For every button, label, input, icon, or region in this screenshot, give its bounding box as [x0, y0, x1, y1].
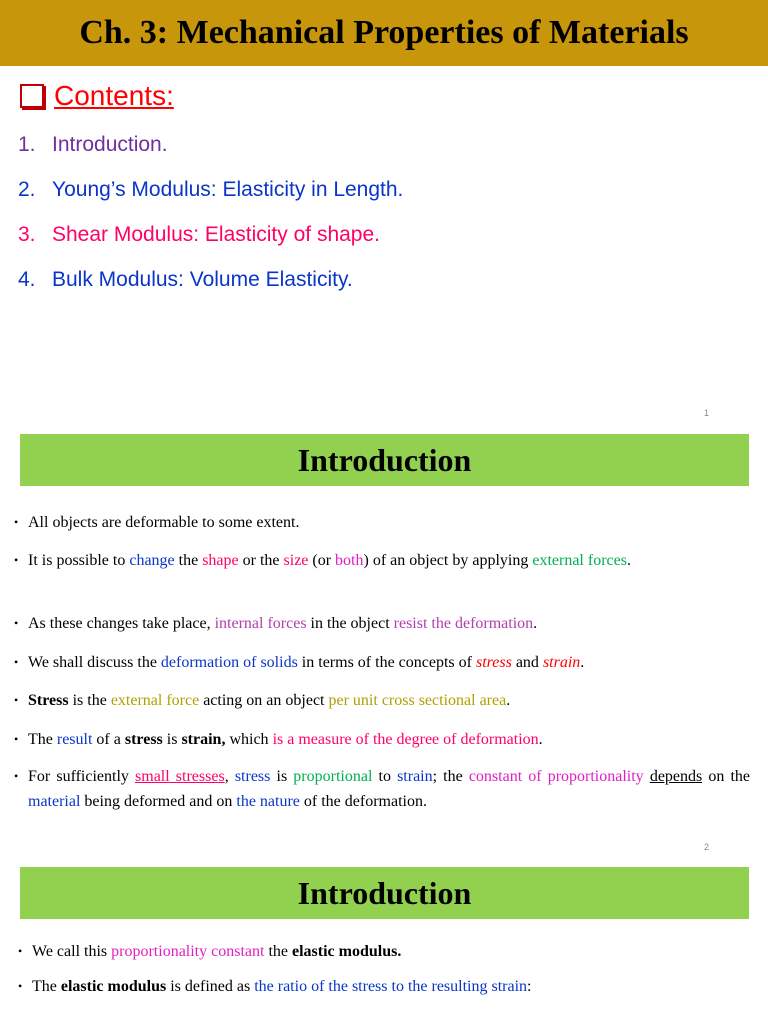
- bullet-text: As these changes take place, internal forces in the object resist the deformation.: [28, 615, 538, 632]
- slide1-title: Ch. 3: Mechanical Properties of Materials: [79, 14, 689, 51]
- toc-item-youngs-modulus: [18, 178, 403, 202]
- bullet-text: For sufficiently small stresses, stress is proportional to strain; the constant of proportionality depends on the material being deformed and on the nature of the deformation.: [28, 768, 751, 810]
- bullet-text: Stress is the external force acting on an object per unit cross sectional area.: [28, 692, 511, 709]
- contents-heading: [20, 80, 174, 112]
- bullet-dot-icon: •: [14, 655, 19, 669]
- bullet-change-shape: [14, 548, 750, 573]
- slide3-title: Introduction: [297, 874, 472, 911]
- slide1-title-bar: [0, 0, 768, 66]
- toc-item-bulk-modulus: [18, 268, 353, 292]
- bullet-stress-definition: [14, 688, 750, 713]
- bullet-text: It is possible to change the shape or the size (or both) of an object by applying external forces.: [28, 552, 631, 569]
- bullet-dot-icon: •: [18, 944, 23, 958]
- page-number: 2: [704, 842, 710, 852]
- bullet-deformable: [14, 510, 750, 535]
- bullet-text: The elastic modulus is defined as the ratio of the stress to the resulting strain:: [32, 978, 532, 995]
- toc-text: Shear Modulus: Elasticity of shape.: [52, 223, 381, 246]
- bullet-dot-icon: •: [18, 979, 23, 993]
- bullet-elastic-modulus: [18, 939, 754, 964]
- bullet-elastic-modulus-definition: [18, 974, 754, 999]
- bullet-proportionality: [14, 764, 750, 814]
- toc-text: Bulk Modulus: Volume Elasticity.: [52, 268, 353, 291]
- toc-item-shear-modulus: [18, 223, 380, 247]
- toc-text: Introduction.: [52, 133, 168, 156]
- toc-text: Young’s Modulus: Elasticity in Length.: [52, 178, 404, 201]
- bullet-dot-icon: •: [14, 769, 19, 783]
- toc-number: 3.: [18, 223, 36, 246]
- bullet-text: We shall discuss the deformation of solids in terms of the concepts of stress and strain.: [28, 654, 585, 671]
- bullet-strain-definition: [14, 727, 750, 752]
- bullet-dot-icon: •: [14, 515, 19, 529]
- bullet-text: We call this proportionality constant the elastic modulus.: [32, 943, 402, 960]
- bullet-text: The result of a stress is strain, which is a measure of the degree of deformation.: [28, 731, 543, 748]
- slide3-title-bar: [20, 867, 749, 919]
- slide2-title: Introduction: [297, 441, 472, 478]
- toc-number: 1.: [18, 133, 36, 156]
- toc-item-introduction: [18, 133, 168, 157]
- bullet-internal-forces: [14, 611, 750, 636]
- slide2-title-bar: [20, 434, 749, 486]
- bullet-dot-icon: •: [14, 616, 19, 630]
- checkbox-bullet-icon: [20, 84, 44, 108]
- bullet-dot-icon: •: [14, 553, 19, 567]
- contents-label: Contents:: [54, 80, 174, 111]
- toc-number: 2.: [18, 178, 36, 201]
- toc-number: 4.: [18, 268, 36, 291]
- bullet-dot-icon: •: [14, 693, 19, 707]
- bullet-dot-icon: •: [14, 732, 19, 746]
- bullet-text: All objects are deformable to some extent.: [28, 514, 300, 531]
- page-number: 1: [704, 408, 710, 418]
- bullet-deformation-solids: [14, 650, 750, 675]
